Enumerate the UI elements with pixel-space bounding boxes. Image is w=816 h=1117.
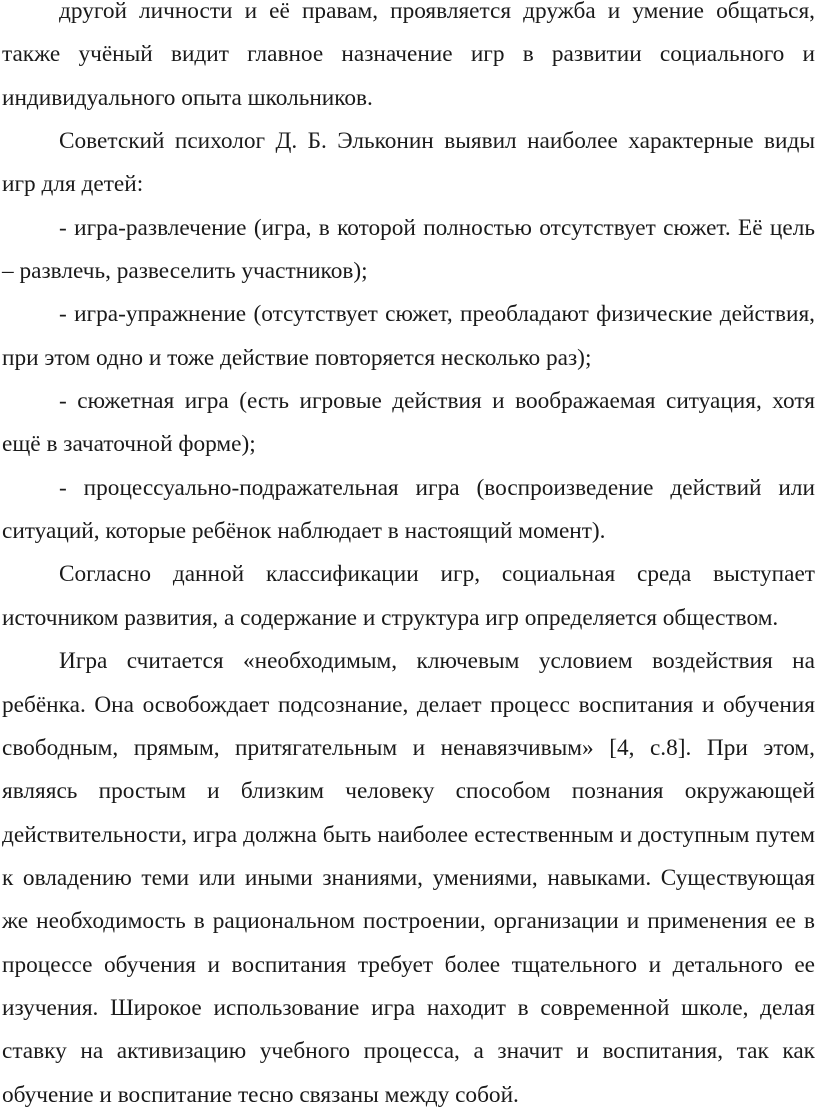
paragraph-continuation: другой личности и её правам, проявляется дружба и умение общаться, также учёный видит главное назначение игр в развитии социального и индивидуального опыта школьников. <box>2 0 815 111</box>
list-item-plot-game: - сюжетная игра (есть игровые действия и воображаемая ситуация, хотя ещё в зачаточной форме); <box>2 388 815 458</box>
list-item-entertainment-game: - игра-развлечение (игра, в которой полностью отсутствует сюжет. Её цель – развлечь, развеселить участников); <box>2 214 815 285</box>
paragraph-elkonin-intro: Советский психолог Д. Б. Эльконин выявил наиболее характерные виды игр для детей: <box>2 128 815 198</box>
paragraph-classification: Согласно данной классификации игр, социальная среда выступает источником развития, а содержание и структура игр определяется обществом. <box>2 561 815 631</box>
list-item-imitation-game: - процессуально-подражательная игра (воспроизведение действий или ситуаций, которые ребёнок наблюдает в настоящий момент). <box>2 474 815 545</box>
paragraph-game-importance: Игра считается «необходимым, ключевым условием воздействия на ребёнка. Она освобождает подсознание, делает процесс воспитания и обучения свободным, прямым, притягательным и ненавязчивым» [4, с.8]. При этом, являясь простым и близким человеку способом познания окружающей действительности, игра должна быть наиболее естественным и доступным путем к овладению теми или иными знаниями, умениями, навыками. Существующая же необходимость в рациональном построении, организации и применения ее в процессе обучения и воспитания требует более тщательного и детального ее изучения. Широкое использование игра находит в современной школе, делая ставку на активизацию учебного процесса, а значит и воспитания, так как обучение и воспитание тесно связаны между собой. <box>2 648 815 1108</box>
list-item-exercise-game: - игра-упражнение (отсутствует сюжет, преобладают физические действия, при этом одно и тоже действие повторяется несколько раз); <box>2 301 815 371</box>
